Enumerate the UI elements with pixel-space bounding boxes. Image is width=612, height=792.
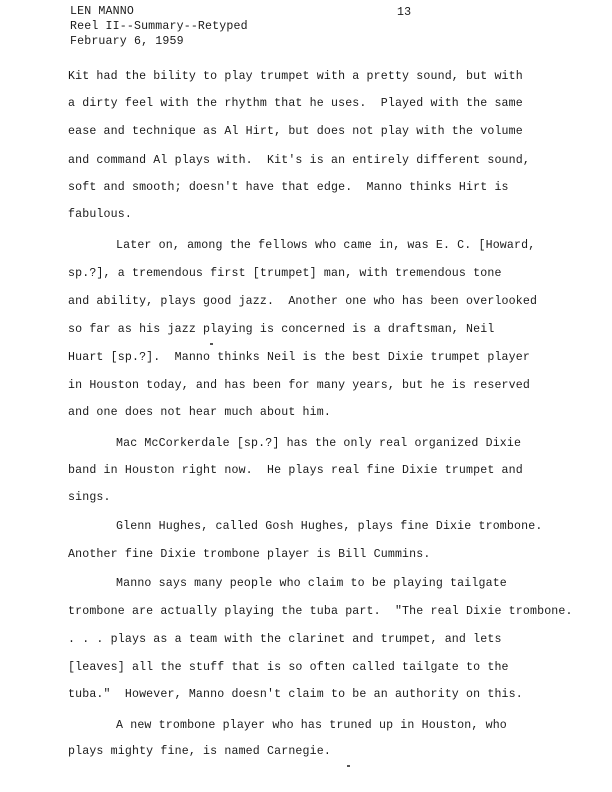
text-line: Kit had the bility to play trumpet with a pretty sound, but with — [68, 70, 523, 83]
text-line: in Houston today, and has been for many years, but he is reserved — [68, 379, 530, 392]
text-line: Later on, among the fellows who came in, was E. C. [Howard, — [116, 239, 536, 252]
text-line: fabulous. — [68, 208, 132, 221]
page-header — [70, 4, 248, 49]
text-line: trombone are actually playing the tuba part. "The real Dixie trombone. — [68, 605, 573, 618]
text-line: and ability, plays good jazz. Another one who has been overlooked — [68, 295, 538, 308]
header-date: February 6, 1959 — [70, 35, 184, 48]
text-line: so far as his jazz playing is concerned is a draftsman, Neil — [68, 323, 495, 336]
text-line: Huart [sp.?]. Manno thinks Neil is the best Dixie trumpet player — [68, 351, 530, 364]
text-line: tuba." However, Manno doesn't claim to be an authority on this. — [68, 688, 523, 701]
header-name: LEN MANNO — [70, 5, 134, 18]
text-line: band in Houston right now. He plays real fine Dixie trumpet and — [68, 464, 523, 477]
scan-speck — [210, 343, 213, 345]
scan-speck — [347, 765, 350, 767]
text-line: and command Al plays with. Kit's is an entirely different sound, — [68, 154, 530, 167]
text-line: . . . plays as a team with the clarinet and trumpet, and lets — [68, 633, 502, 646]
text-line: Glenn Hughes, called Gosh Hughes, plays fine Dixie trombone. — [116, 520, 543, 533]
text-line: Another fine Dixie trombone player is Bill Cummins. — [68, 548, 431, 561]
text-line: and one does not hear much about him. — [68, 406, 331, 419]
text-line: a dirty feel with the rhythm that he uses. Played with the same — [68, 97, 523, 110]
page-number: 13 — [397, 6, 412, 19]
text-line: [leaves] all the stuff that is so often called tailgate to the — [68, 661, 509, 674]
text-line: soft and smooth; doesn't have that edge. Manno thinks Hirt is — [68, 181, 509, 194]
text-line: Mac McCorkerdale [sp.?] has the only real organized Dixie — [116, 437, 522, 450]
text-line: sings. — [68, 491, 111, 504]
header-reel: Reel II--Summary--Retyped — [70, 20, 248, 33]
text-line: ease and technique as Al Hirt, but does not play with the volume — [68, 125, 523, 138]
text-line: sp.?], a tremendous first [trumpet] man, with tremendous tone — [68, 267, 502, 280]
text-line: A new trombone player who has truned up in Houston, who — [116, 719, 507, 732]
text-line: Manno says many people who claim to be playing tailgate — [116, 577, 507, 590]
text-line: plays mighty fine, is named Carnegie. — [68, 745, 331, 758]
